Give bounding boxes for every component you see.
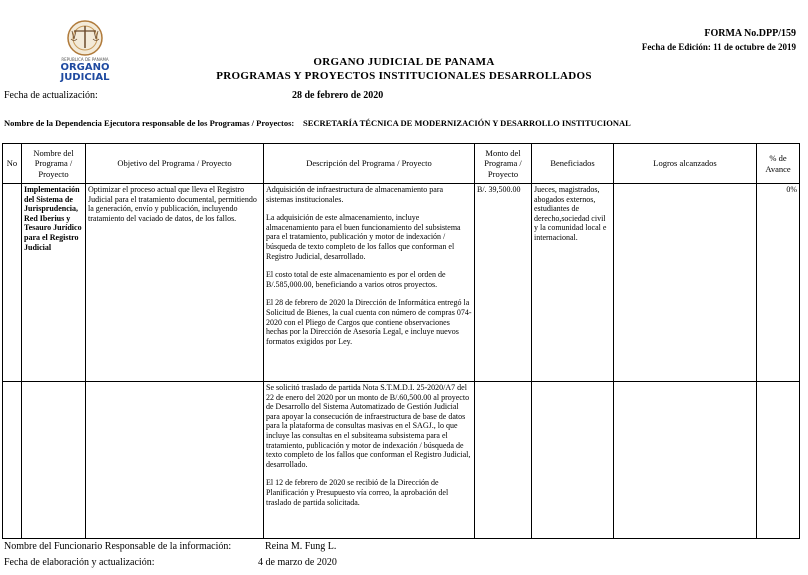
dependency-label: Nombre de la Dependencia Ejecutora responsable de los Programas / Proyectos: <box>4 118 295 128</box>
programs-title: PROGRAMAS Y PROYECTOS INSTITUCIONALES DESARROLLADOS <box>216 70 592 82</box>
logo-name-line1: ORGANO <box>60 62 110 73</box>
logo-name-line2: JUDICIAL <box>60 72 110 82</box>
logo-top-text: REPUBLICA DE PANAMA <box>61 57 109 62</box>
col-header-beneficiaries: Beneficiados <box>532 144 614 184</box>
col-header-name: Nombre del Programa / Proyecto <box>22 144 86 184</box>
cell-no <box>3 184 22 382</box>
cell-name <box>22 382 86 539</box>
cell-no <box>3 382 22 539</box>
col-header-progress: % de Avance <box>757 144 800 184</box>
responsible-label: Nombre del Funcionario Responsable de la información: <box>4 541 232 552</box>
programs-table <box>2 143 800 539</box>
col-header-amount: Monto del Programa / Proyecto <box>475 144 532 184</box>
col-header-achievements: Logros alcanzados <box>614 144 757 184</box>
cell-achievements <box>614 184 757 382</box>
description-paragraph: El 28 de febrero de 2020 la Dirección de Informática entregó la Solicitud de Bienes, la cual cuenta con número de compras 074-2020 con el Pliego de Cargos que contiene observaciones hechas por la Dirección de Asesoría Legal, e incluye nuevos formatos exigidos por Ley. <box>266 298 472 346</box>
table-row <box>3 382 800 539</box>
cell-objective: Optimizar el proceso actual que lleva el Registro Judicial para el tratamiento documental, permitiendo la generación, envío y publicación, incluyendo tratamiento del vaciado de datos, de los fallos. <box>86 184 264 382</box>
cell-amount: B/. 39,500.00 <box>475 184 532 382</box>
elaboration-label: Fecha de elaboración y actualización: <box>4 557 155 568</box>
update-date-value: 28 de febrero de 2020 <box>292 90 384 101</box>
table-row <box>3 184 800 382</box>
cell-amount <box>475 382 532 539</box>
col-header-description: Descripción del Programa / Proyecto <box>264 144 475 184</box>
cell-objective <box>86 382 264 539</box>
col-header-no: No <box>3 144 22 184</box>
form-number: FORMA No.DPP/159 <box>704 28 796 39</box>
table-header-row <box>3 144 800 184</box>
elaboration-value: 4 de marzo de 2020 <box>258 557 337 568</box>
cell-progress <box>757 382 800 539</box>
cell-description <box>264 184 475 382</box>
description-paragraph: El 12 de febrero de 2020 se recibió de la Dirección de Planificación y Presupuesto vía correo, la aprobación del traslado de partida solicitada. <box>266 478 449 507</box>
cell-name: Implementación del Sistema de Jurisprudencia, Red Iberius y Tesauro Jurídico para el Registro Judicial <box>22 184 86 382</box>
dependency-value: SECRETARÍA TÉCNICA DE MODERNIZACIÓN Y DESARROLLO INSTITUCIONAL <box>303 118 631 128</box>
cell-description <box>264 382 475 539</box>
col-header-objective: Objetivo del Programa / Proyecto <box>86 144 264 184</box>
description-paragraph: Se solicitó traslado de partida Nota S.T.M.D.I. 25-2020/A7 del 22 de enero del 2020 por un monto de B/.60,500.00 al proyecto de Desarrollo del Sistema Automatizado de Gestión Judicial para apoyar la consecución de infraestructura de base de datos para la plataforma de consultas masivas en el SAGJ., lo que incluye las consultas en el subsiteama subsistema para el tratamiento, publicación y motor de indexación / búsqueda de texto completo de los fallos que conforman el Registro Judicial, desarrollado. <box>266 383 471 469</box>
cell-achievements <box>614 382 757 539</box>
responsible-value: Reina M. Fung L. <box>265 541 337 552</box>
edition-date: Fecha de Edición: 11 de octubre de 2019 <box>641 42 796 52</box>
description-paragraph: La adquisición de este almacenamiento, incluye almacenamiento para el buen funcionamiento del subsistema para el tratamiento, publicación y motor de indexación / búsqueda de texto completo de los fallos que conforman el Registro Judicial, desarrollado. <box>266 213 461 261</box>
description-paragraph: El costo total de este almacenamiento es por el orden de B/.585,000.00, beneficiando a varios otros proyectos. <box>266 270 446 289</box>
cell-progress: 0% <box>757 184 800 382</box>
description-paragraph: Adquisición de infraestructura de almacenamiento para sistemas institucionales. <box>266 185 444 204</box>
org-title: ORGANO JUDICIAL DE PANAMA <box>313 56 495 68</box>
update-date-label: Fecha de actualización: <box>4 90 98 101</box>
cell-beneficiaries: Jueces, magistrados, abogados externos, estudiantes de derecho,sociedad civil y la comunidad local e internacional. <box>532 184 614 382</box>
cell-beneficiaries <box>532 382 614 539</box>
